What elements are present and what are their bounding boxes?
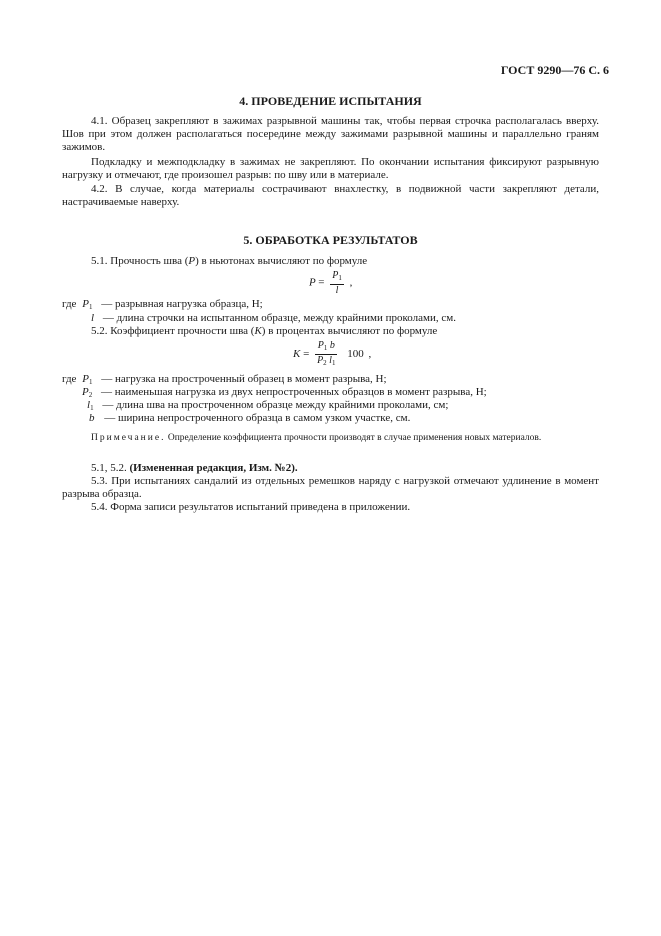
note-text: Определение коэффициента прочности производят в случае применения новых материалов. — [167, 433, 542, 443]
formula-coefficient-fraction: $\frac{P_1 b}{P_2 l_1}$ — [317, 340, 336, 367]
formula-strength-fraction: $\frac{P_1}{l}$ — [332, 270, 342, 296]
definition-l: l — длина строчки на испытанном образце, между крайними проколами, см. — [91, 312, 456, 324]
note — [62, 432, 599, 444]
explanation-l1: $l_1$ — длина шва на простроченном образце между крайними проколами, см; — [87, 399, 449, 412]
paragraph-4-1-b-text: Подкладку и межподкладку в зажимах не закрепляют. По окончании испытания фиксируют разрывную нагрузку и отмечают, где произошел разрыв: по шву или в материале. — [62, 156, 599, 181]
amendment-note: 5.1, 5.2. (Измененная редакция, Изм. №2). — [91, 462, 298, 474]
formula-coefficient: K = $\frac{P_1 b}{P_2 l_1}$ 100 , — [293, 340, 372, 367]
paragraph-5-2: 5.2. Коэффициент прочности шва (K) в процентах вычисляют по формуле — [91, 325, 438, 337]
paragraph-5-4: 5.4. Форма записи результатов испытаний приведена в приложении. — [91, 501, 411, 513]
paragraph-4-1-text: 4.1. Образец закрепляют в зажимах разрывной машины так, чтобы первая строчка располагалась вверху. Шов при этом должен располагаться посередине между зажимами разрывной машины и параллельно граням зажимов. — [62, 115, 599, 153]
doc-reference: ГОСТ 9290—76 С. 6 — [500, 63, 609, 77]
paragraph-5-1: 5.1. Прочность шва (P) в ньютонах вычисляют по формуле — [91, 255, 368, 267]
paragraph-5-3 — [62, 475, 599, 501]
note-label: Примечание. — [91, 433, 166, 443]
explanation-p1: где $P_1$ — нагрузка на простроченный образец в момент разрыва, Н; — [62, 373, 387, 386]
paragraph-4-1-b — [62, 156, 599, 182]
paragraph-4-2-text: 4.2. В случае, когда материалы сострачивают внахлестку, в подвижной части закрепляют детали, настрачиваемые наверху. — [62, 183, 599, 208]
section-4-title: 4. ПРОВЕДЕНИЕ ИСПЫТАНИЯ — [239, 94, 422, 108]
paragraph-4-2 — [62, 183, 599, 209]
explanation-p2: $P_2$ — наименьшая нагрузка из двух непростроченных образцов в момент разрыва, Н; — [82, 386, 487, 399]
paragraph-5-3-text: 5.3. При испытаниях сандалий из отдельных ремешков наряду с нагрузкой отмечают удлинение в момент разрыва образца. — [62, 475, 599, 500]
explanation-b: b — ширина непростроченного образца в самом узком участке, см. — [89, 412, 411, 424]
section-5-title: 5. ОБРАБОТКА РЕЗУЛЬТАТОВ — [243, 233, 418, 247]
paragraph-4-1 — [62, 115, 599, 154]
definition-p1: где $P_1$ — разрывная нагрузка образца, Н; — [62, 298, 263, 311]
formula-strength: P = $\frac{P_1}{l}$ , — [309, 270, 353, 296]
